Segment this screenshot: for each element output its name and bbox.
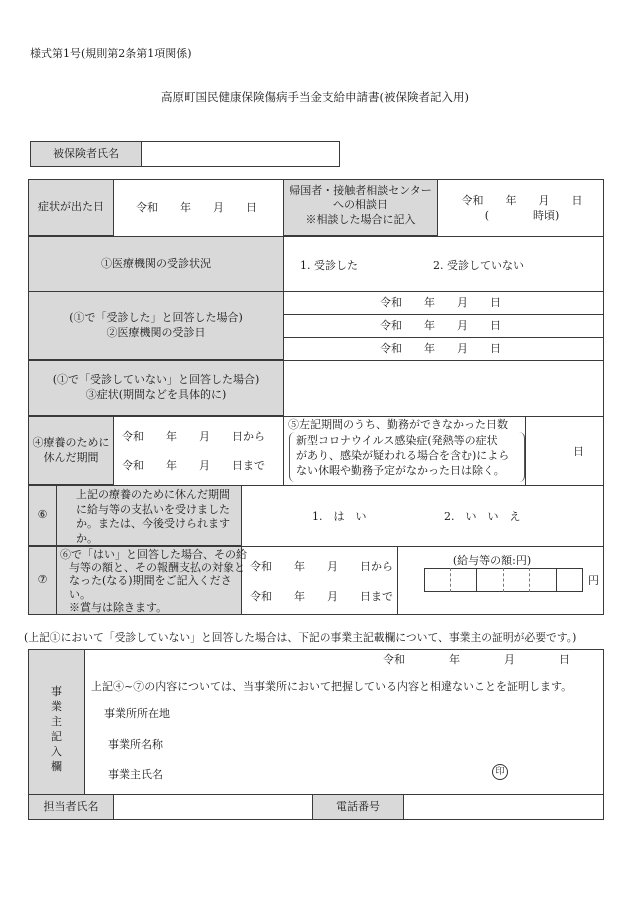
seal-mark-text: 印 [495,766,505,777]
form-number: 様式第1号(規則第2条第1項関係) [30,47,192,60]
q2-date-1[interactable]: 令和 年 月 日 [380,296,501,309]
q4-from-date[interactable]: 令和 年 月 日から [122,430,265,443]
insured-name-label-text: 被保険者氏名 [53,146,119,160]
q7-to-date[interactable]: 令和 年 月 日まで [250,590,393,603]
q1-option-not-visited[interactable]: 2. 受診していない [433,259,524,272]
employer-office-name-label: 事業所名称 [108,738,163,751]
symptom-onset-label-text: 症状が出た日 [38,200,104,214]
employer-note: (上記①において「受診していない」と回答した場合は、下記の事業主記載欄について、事業主の証明が必要です。) [24,631,577,644]
consult-date[interactable]: 令和 年 月 日 ( 時頃) [461,194,583,223]
q5-note: 新型コロナウイルス感染症(発熱等の症状 があり、感染が疑われる場合を含む)によら ない休暇や勤務予定がなかった日は除く。 [296,434,510,477]
q3-symptoms-field[interactable] [285,361,603,415]
q6-number-text: ⑥ [37,508,48,522]
contact-person-label-text: 担当者氏名 [43,799,99,813]
q6-number [28,485,57,546]
q1-option-visited[interactable]: 1. 受診した [300,259,358,272]
q6-option-yes[interactable]: 1. は い [312,510,367,523]
q4-to-date[interactable]: 令和 年 月 日まで [122,459,265,472]
q4-label: ④療養のために 休んだ期間 [28,416,114,485]
q7-yen-unit: 円 [588,574,599,587]
q6-question: 上記の療養のために休んだ期間 に給与等の支払いを受けました か。または、今後受けられます か。 [76,488,230,545]
insured-name-field[interactable] [141,141,340,167]
employer-certify-text: 上記④~⑦の内容については、当事業所において把握している内容と相違ないことを証明します。 [91,680,573,693]
q2-label: (①で「受診した」と回答した場合) ②医療機関の受診日 [28,291,284,360]
contact-person-label [28,794,114,820]
q2-date-2[interactable]: 令和 年 月 日 [380,319,501,332]
q5-label: ⑤左記期間のうち、勤務ができなかった日数 [288,418,508,431]
contact-person-field[interactable] [113,794,313,820]
symptom-onset-label [28,179,114,236]
employer-address-label: 事業所所在地 [104,707,170,720]
q7-from-date[interactable]: 令和 年 月 日から [250,560,393,573]
q3-label: (①で「受診していない」と回答した場合) ③症状(期間などを具体的に) [28,360,284,416]
phone-label [312,794,404,820]
seal-mark [492,764,508,780]
q6-option-no[interactable]: 2. い い え [444,510,521,523]
q1-label-text: ①医療機関の受診状況 [101,256,211,270]
symptom-onset-date[interactable]: 令和 年 月 日 [136,201,257,214]
employer-date[interactable]: 令和 年 月 日 [383,653,570,666]
phone-field[interactable] [403,794,604,820]
q7-amount-label: (給与等の額:円) [452,554,532,567]
q1-label [28,236,284,292]
insured-name-label [30,141,142,167]
phone-label-text: 電話番号 [336,799,380,813]
employer-owner-name-label: 事業主氏名 [108,768,163,781]
q2-date-3[interactable]: 令和 年 月 日 [380,342,501,355]
q7-question: ⑥で「はい」と回答した場合、その給 与等の額と、その報酬支払の対象と なった(なる)期間をご記入くださ い。 ※賞与は除きます。 [60,548,247,614]
q7-number-text: ⑦ [37,573,48,587]
q5-days-unit: 日 [573,445,584,458]
page-title: 高原町国民健康保険傷病手当金支給申請書(被保険者記入用) [161,90,469,104]
consult-label: 帰国者・接触者相談センター への相談日 ※相談した場合に記入 [289,184,432,226]
q7-number [28,546,57,615]
employer-section-label-text: 事 業 主 記 入 欄 [51,685,62,773]
